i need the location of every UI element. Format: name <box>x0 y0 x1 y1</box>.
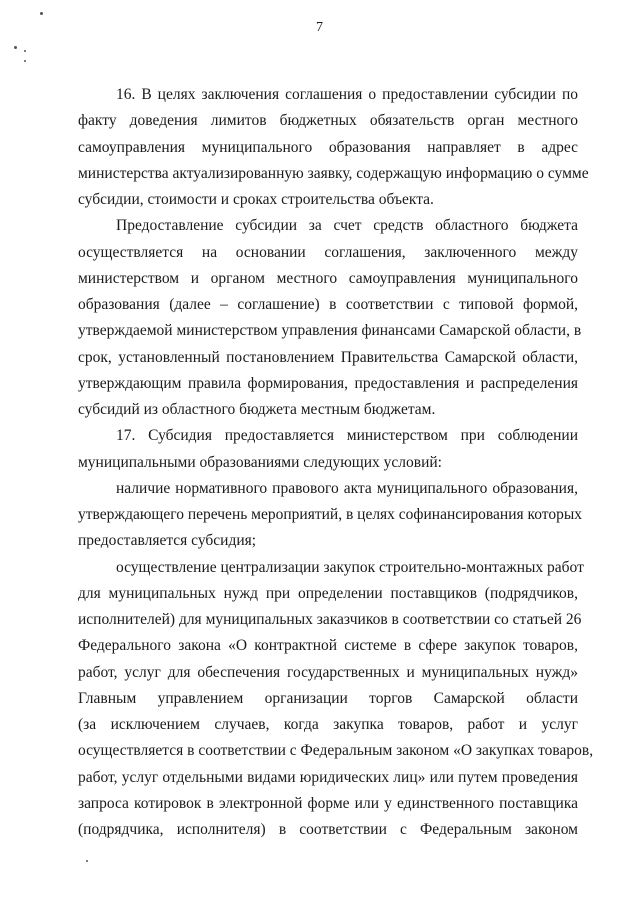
text-line: образования (далее – соглашение) в соответствии с типовой формой, <box>78 296 578 313</box>
text-line: предоставляется субсидия; <box>78 532 257 550</box>
text-line: Федерального закона «О контрактной системе в сфере закупок товаров, <box>78 637 578 655</box>
text-line: исполнителей) для муниципальных заказчиков в соответствии со статьей 26 <box>78 611 582 628</box>
text-line: осуществляется в соответствии с Федеральным законом «О закупках товаров, <box>78 742 594 760</box>
text-line: осуществляется на основании соглашения, заключенного между <box>78 243 578 261</box>
page-number: 7 <box>316 20 323 35</box>
text-line: министерством и органом местного самоуправления муниципального <box>78 269 578 287</box>
text-line: утверждаемой министерством управления финансами Самарской области, в <box>78 322 582 340</box>
text-line: срок, установленный постановлением Правительства Самарской области, <box>78 348 578 366</box>
text-line: осуществление централизации закупок строительно-монтажных работ <box>116 558 584 576</box>
text-line: субсидий из областного бюджета местным бюджетам. <box>78 401 436 418</box>
text-line: субсидии, стоимости и сроках строительства объекта. <box>78 191 434 208</box>
text-line: Главным управлением организации торгов Самарской области <box>78 689 578 707</box>
text-line: (за исключением случаев, когда закупка товаров, работ и услуг <box>78 716 578 733</box>
text-line: факту доведения лимитов бюджетных обязательств орган местного <box>78 112 578 130</box>
text-line: министерства актуализированную заявку, содержащую информацию о сумме <box>78 164 589 182</box>
text-line: 16. В целях заключения соглашения о предоставлении субсидии по <box>116 86 578 103</box>
text-line: (подрядчика, исполнителя) в соответствии с Федеральным законом <box>78 821 578 838</box>
scan-speck <box>86 860 88 862</box>
text-line: утверждающим правила формирования, предоставления и распределения <box>78 374 578 392</box>
text-line: запроса котировок в электронной форме или у единственного поставщика <box>78 794 578 812</box>
scan-speck <box>24 50 26 52</box>
body-text <box>78 82 594 843</box>
text-line: муниципальными образованиями следующих условий: <box>78 453 442 471</box>
text-line: Предоставление субсидии за счет средств областного бюджета <box>116 217 578 235</box>
text-line: работ, услуг отдельными видами юридических лиц» или путем проведения <box>78 768 578 786</box>
text-line: самоуправления муниципального образования направляет в адрес <box>78 138 578 156</box>
text-line: для муниципальных нужд при определении поставщиков (подрядчиков, <box>78 584 578 602</box>
scan-speck <box>24 60 26 62</box>
text-line: наличие нормативного правового акта муниципального образования, <box>116 479 578 497</box>
text-line: 17. Субсидия предоставляется министерством при соблюдении <box>116 427 578 445</box>
text-line: работ, услуг для обеспечения государственных и муниципальных нужд» <box>78 663 578 681</box>
scan-speck <box>14 46 17 49</box>
text-line: утверждающего перечень мероприятий, в целях софинансирования которых <box>78 506 583 523</box>
scan-speck <box>40 12 43 15</box>
